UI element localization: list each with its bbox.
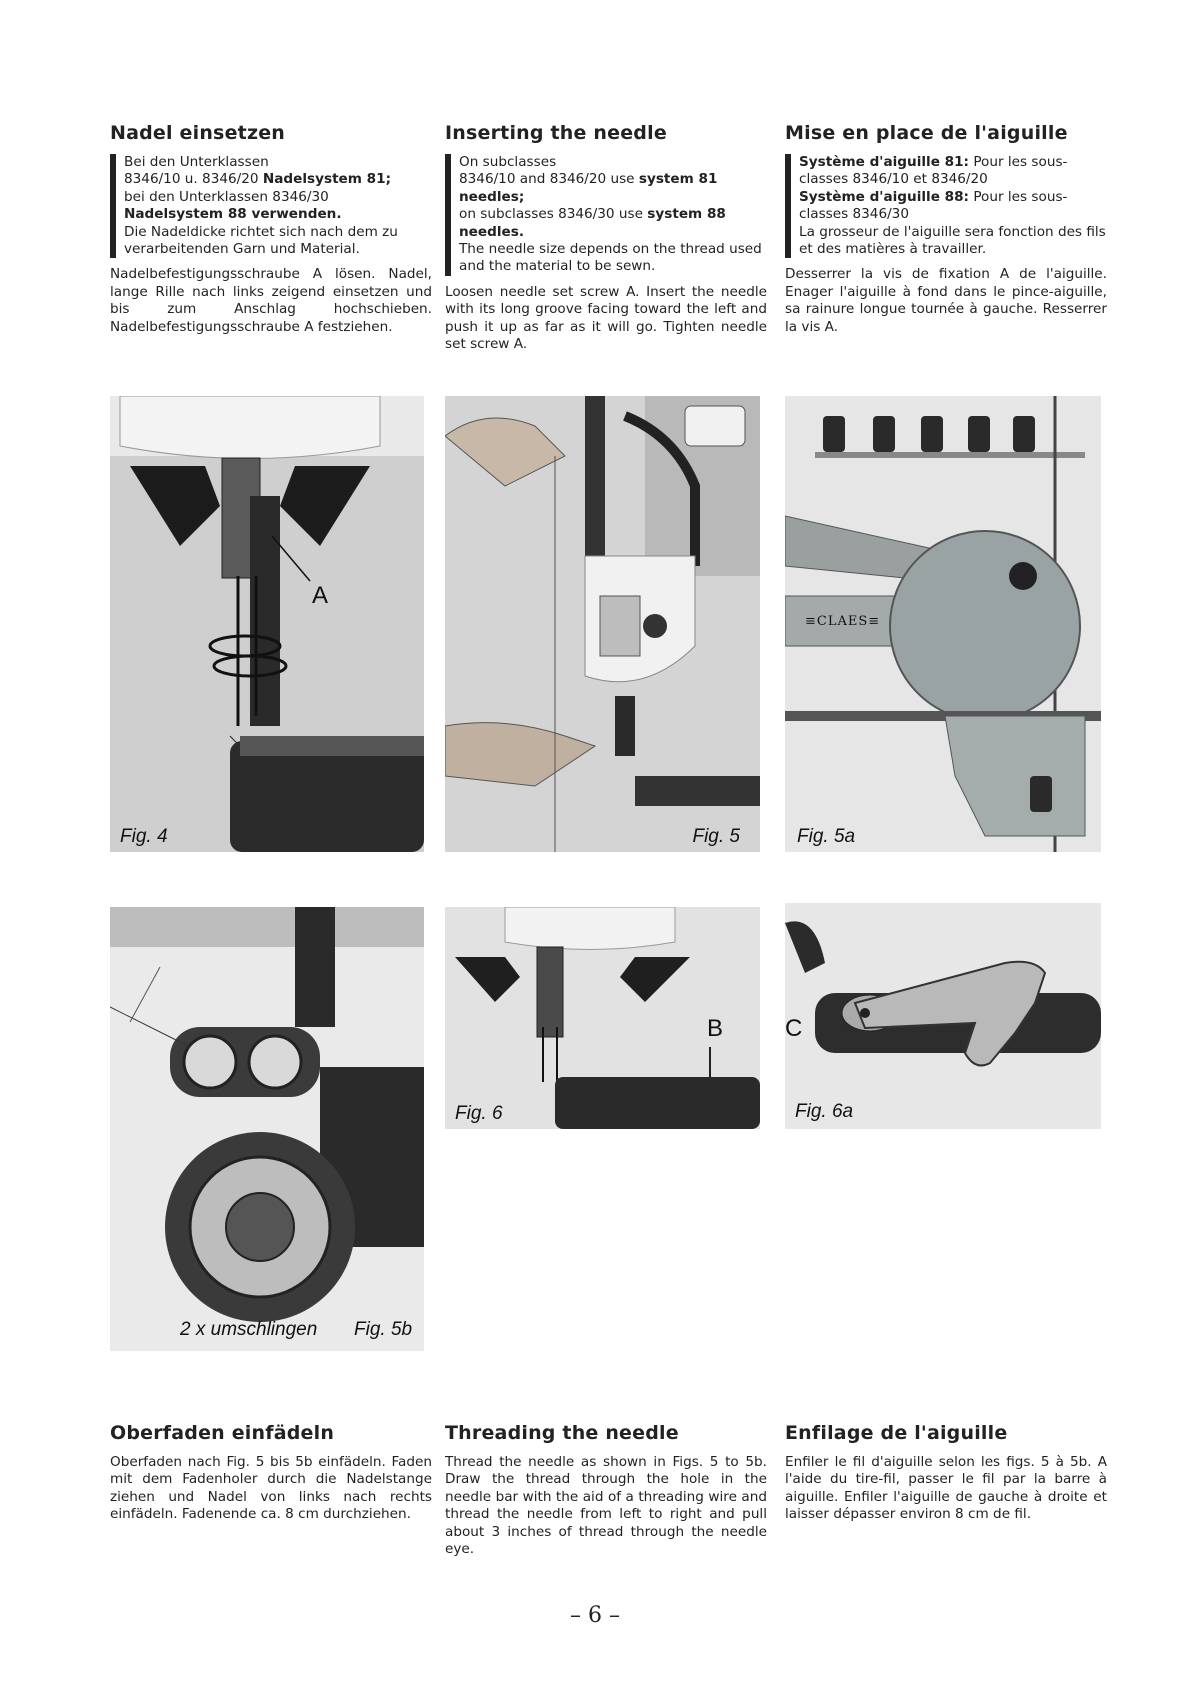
figure-4-illustration xyxy=(110,396,424,852)
figure-5-label: Fig. 5 xyxy=(692,826,740,847)
section-en-threading xyxy=(445,1422,767,1558)
heading-de-needle: Nadel einsetzen xyxy=(110,122,286,144)
heading-fr-threading: Enfilage de l'aiguille xyxy=(785,1422,1008,1444)
figure-5a-label: Fig. 5a xyxy=(797,826,856,847)
heading-de-threading: Oberfaden einfädeln xyxy=(110,1422,335,1444)
page-number: – 6 – xyxy=(570,1603,620,1628)
figure-6a-illustration xyxy=(785,903,1101,1129)
section-de-threading xyxy=(110,1422,432,1524)
note-line: Système d'aiguille 81: Pour les sous-classes 8346/10 et 8346/20 xyxy=(799,154,1068,188)
body-de-threading: Oberfaden nach Fig. 5 bis 5b einfädeln. Faden mit dem Fadenholer durch die Nadelstange ziehen und Nadel von links nach rechts einfädeln. Fadenende ca. 8 cm durchziehen. xyxy=(110,1454,432,1523)
section-fr-threading xyxy=(785,1422,1107,1524)
figure-5 xyxy=(445,396,760,852)
figure-4-label: Fig. 4 xyxy=(120,826,168,847)
figure-5a xyxy=(785,396,1101,852)
figure-6a xyxy=(785,903,1101,1129)
note-line: on subclasses 8346/30 use system 88 needles. xyxy=(459,206,726,240)
figure-6a-callout-c: C xyxy=(785,1015,803,1042)
heading-fr-needle: Mise en place de l'aiguille xyxy=(785,122,1068,144)
note-line: Bei den Unterklassen xyxy=(124,154,269,170)
note-line: bei den Unterklassen 8346/30 Nadelsystem 88 verwenden. xyxy=(124,188,342,223)
figure-5b xyxy=(110,907,424,1351)
note-box-de xyxy=(110,154,432,258)
figure-5b-caption: 2 x umschlingen xyxy=(180,1319,318,1340)
note-box-fr xyxy=(785,154,1107,258)
figure-5b-label: Fig. 5b xyxy=(354,1319,413,1340)
figure-6-label: Fig. 6 xyxy=(455,1103,503,1124)
body-fr-needle: Desserrer la vis de fixation A de l'aiguille. Enager l'aiguille à fond dans le pince-aiguille, sa rainure longue tournée à gauche. Resserrer la vis A. xyxy=(785,266,1107,335)
body-en-needle: Loosen needle set screw A. Insert the needle with its long groove facing toward the left and push it up as far as it will go. Tighten needle set screw A. xyxy=(445,283,767,353)
figure-5a-brand: ≡CLAES≡ xyxy=(805,614,881,629)
note-line: Die Nadeldicke richtet sich nach dem zu verarbeitenden Garn und Material. xyxy=(124,223,398,258)
note-box-en xyxy=(445,154,767,276)
note-line: 8346/10 u. 8346/20 Nadelsystem 81; xyxy=(124,171,392,188)
note-line: La grosseur de l'aiguille sera fonction des fils et des matières à travailler. xyxy=(799,223,1106,258)
section-fr-needle xyxy=(785,122,1107,336)
body-en-threading: Thread the needle as shown in Figs. 5 to 5b. Draw the thread through the hole in the needle bar with the aid of a threading wire and thread the needle from left to right and pull about 3 inches of thread through the needle eye. xyxy=(445,1454,767,1558)
note-line: 8346/10 and 8346/20 use system 81 needles; xyxy=(459,171,718,205)
figure-4-callout-a: A xyxy=(312,582,329,609)
figure-6a-label: Fig. 6a xyxy=(795,1101,854,1122)
note-line: Système d'aiguille 88: Pour les sous-classes 8346/30 xyxy=(799,188,1068,223)
figure-6-callout-b: B xyxy=(707,1015,724,1042)
heading-en-threading: Threading the needle xyxy=(445,1422,679,1444)
note-line: On subclasses xyxy=(459,154,557,170)
heading-en-needle: Inserting the needle xyxy=(445,122,667,144)
section-en-needle xyxy=(445,122,767,353)
figure-5-illustration xyxy=(445,396,760,852)
body-fr-threading: Enfiler le fil d'aiguille selon les figs. 5 à 5b. A l'aide du tire-fil, passer le fil par la barre à aiguille. Enfiler l'aiguille de gauche à droite et laisser dépasser environ 8 cm de fil. xyxy=(785,1454,1107,1523)
figure-4 xyxy=(110,396,424,852)
figure-6 xyxy=(445,907,760,1129)
note-line: The needle size depends on the thread used and the material to be sewn. xyxy=(459,241,762,275)
figure-5b-illustration xyxy=(110,907,424,1351)
body-de-needle: Nadelbefestigungsschraube A lösen. Nadel, lange Rille nach links zeigend einsetzen und bis zum Anschlag hochschieben. Nadelbefestigungsschraube A festziehen. xyxy=(110,266,432,335)
section-de-needle xyxy=(110,122,432,336)
